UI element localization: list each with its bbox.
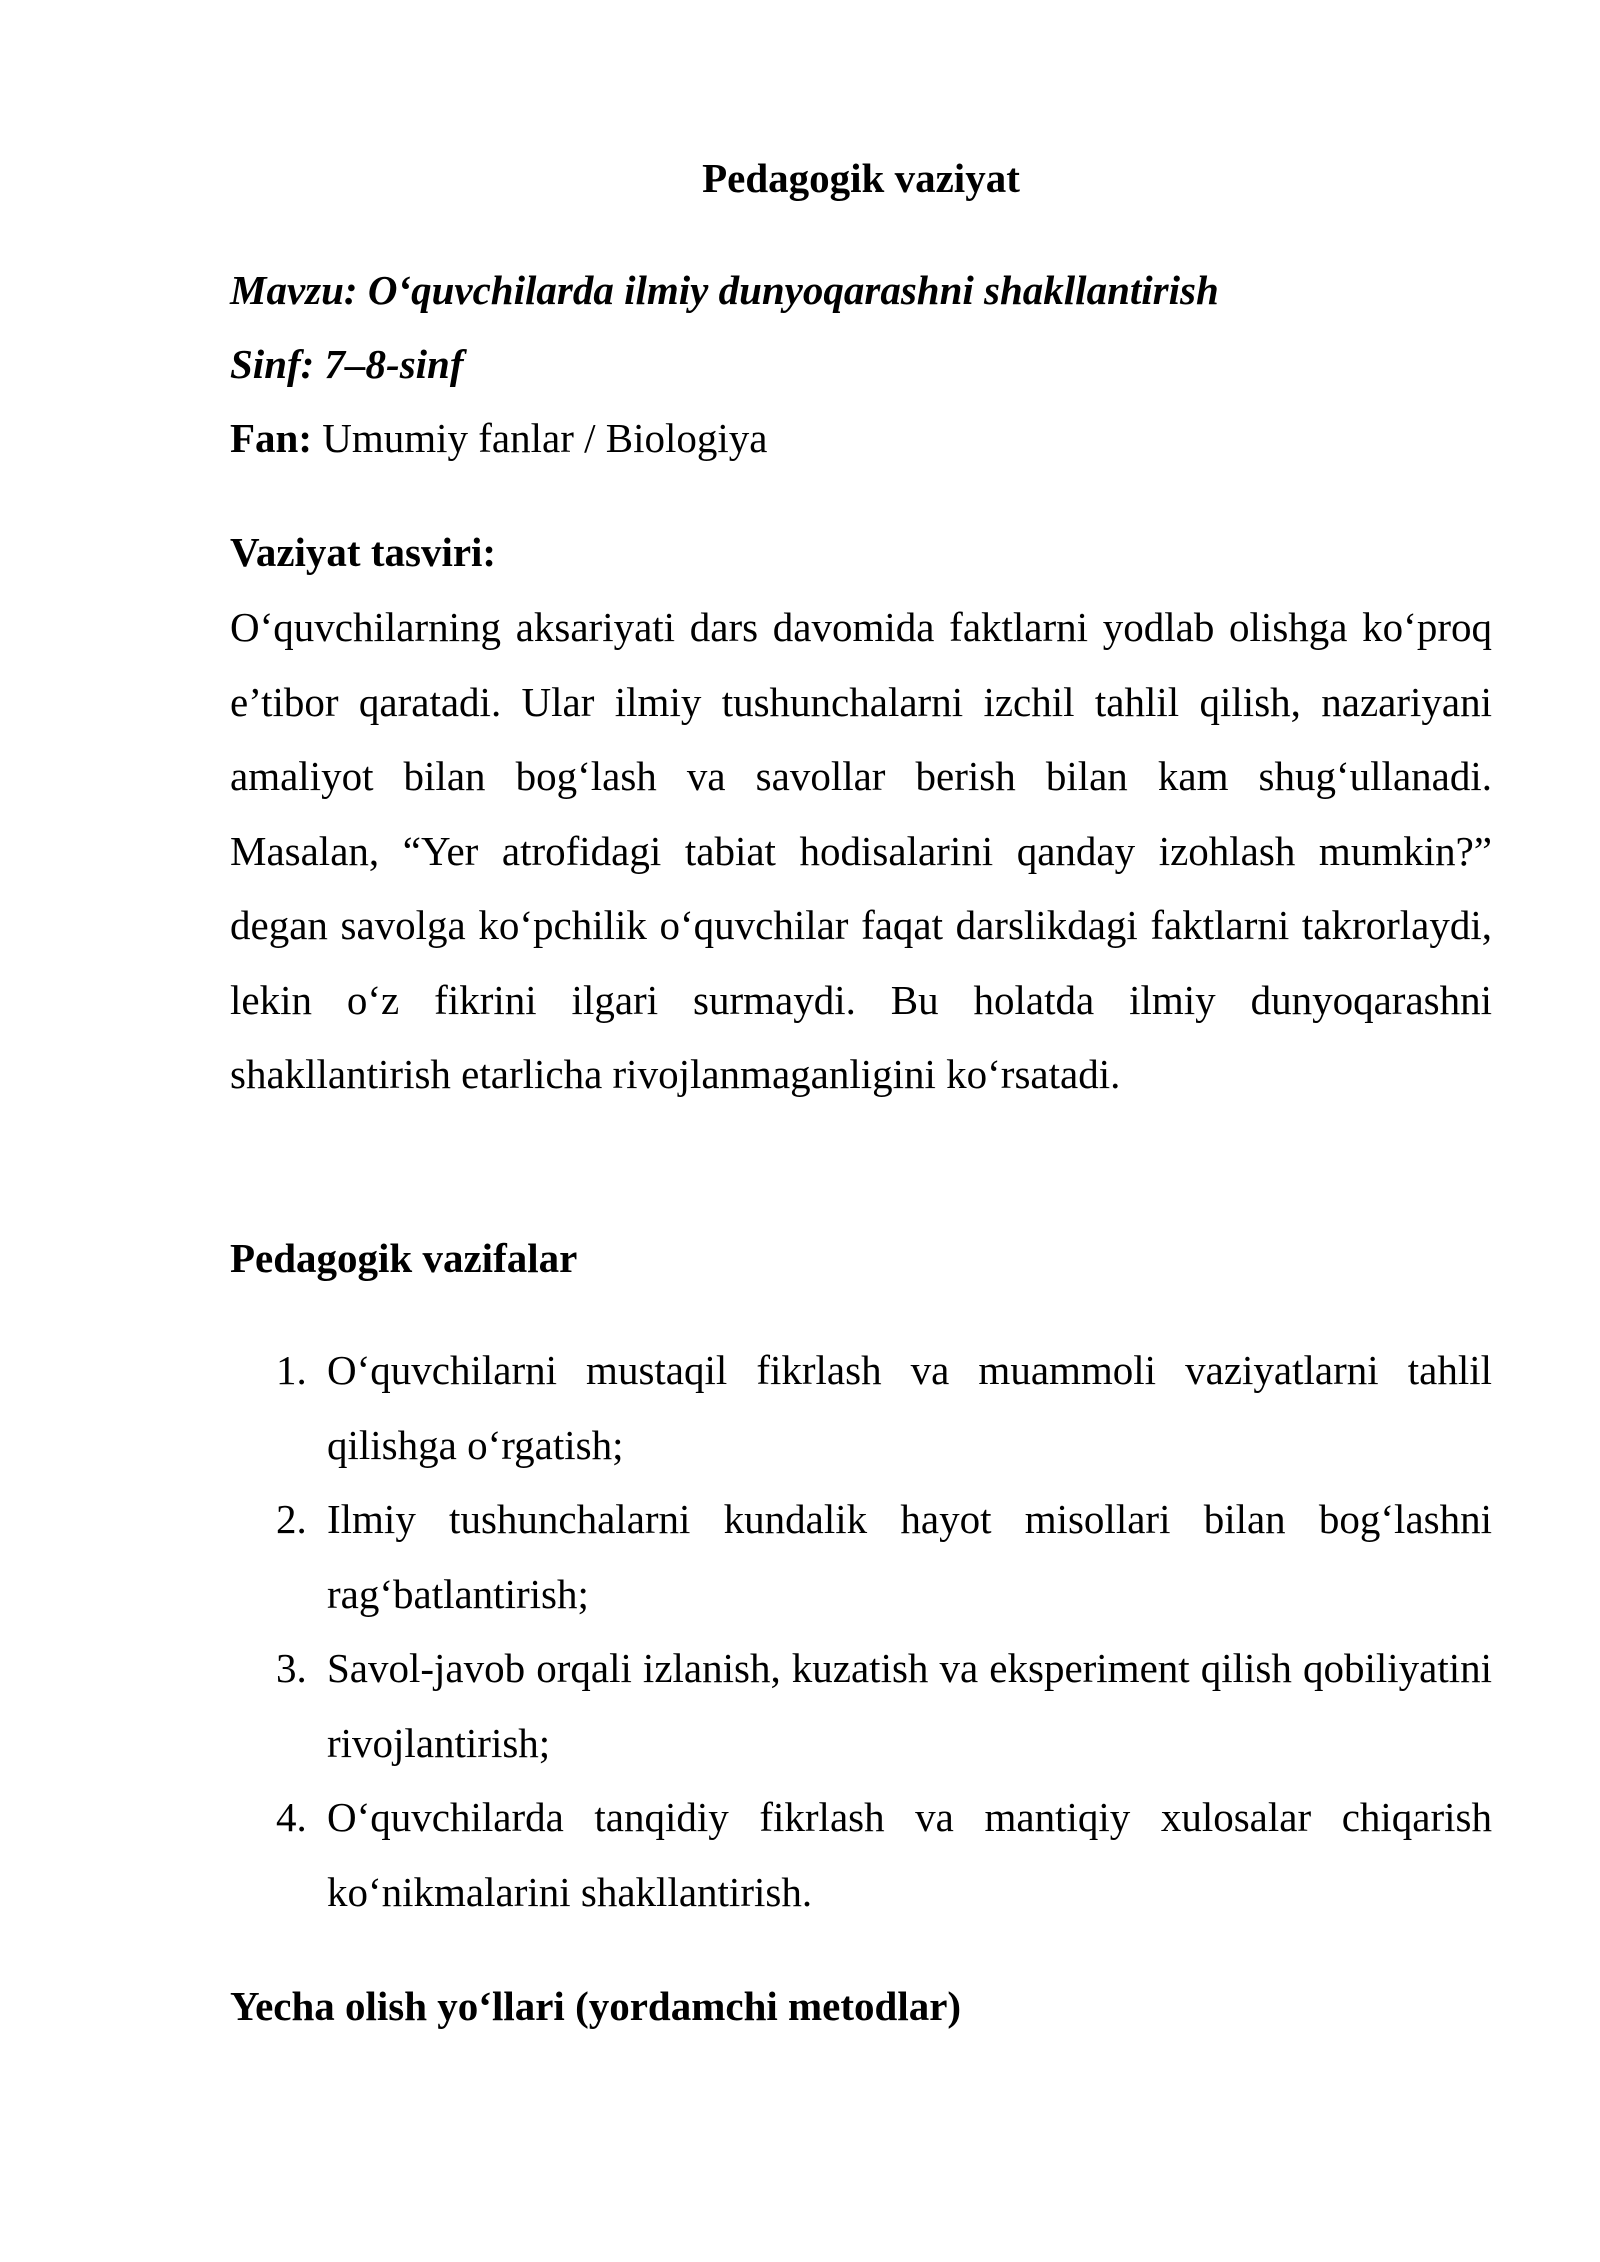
list-item-text: O‘quvchilarni mustaqil fikrlash va muammoli vaziyatlarni tahlil qilishga o‘rgatish; (327, 1347, 1492, 1468)
situation-heading: Vaziyat tasviri: (230, 529, 497, 575)
list-item (230, 1780, 1492, 1929)
list-item (230, 1482, 1492, 1631)
list-item-number: 3. (276, 1645, 307, 1691)
list-item-number: 4. (276, 1794, 307, 1840)
meta-topic: Mavzu: O‘quvchilarda ilmiy dunyoqarashni shakllantirish (230, 267, 1219, 313)
solutions-heading: Yecha olish yo‘llari (yordamchi metodlar) (230, 1983, 962, 2029)
document-title: Pedagogik vaziyat (702, 155, 1020, 201)
list-item (230, 1333, 1492, 1482)
meta-subject (230, 410, 767, 466)
meta-grade: Sinf: 7–8-sinf (230, 341, 464, 387)
list-item-text: Savol-javob orqali izlanish, kuzatish va eksperiment qilish qobiliyatini rivojlantirish; (327, 1645, 1492, 1766)
tasks-heading: Pedagogik vazifalar (230, 1235, 578, 1281)
meta-subject-label: Fan: (230, 415, 312, 461)
meta-subject-value: Umumiy fanlar / Biologiya (312, 415, 768, 461)
list-item-number: 2. (276, 1496, 307, 1542)
situation-paragraph: O‘quvchilarning aksariyati dars davomida faktlarni yodlab olishga ko‘proq e’tibor qaratadi. Ular ilmiy tushunchalarni izchil tahlil qilish, nazariyani amaliyot bilan bog‘lash va savollar berish bilan kam shug‘ullanadi. Masalan, “Yer atrofidagi tabiat hodisalarini qanday izohlash mumkin?” degan savolga ko‘pchilik o‘quvchilar faqat darslikdagi faktlarni takrorlaydi, lekin o‘z fikrini ilgari surmaydi. Bu holatda ilmiy dunyoqarashni shakllantirish etarlicha rivojlanmaganligini ko‘rsatadi. (230, 604, 1492, 1097)
list-item-text: Ilmiy tushunchalarni kundalik hayot misollari bilan bog‘lashni rag‘batlantirish; (327, 1496, 1492, 1617)
list-item-text: O‘quvchilarda tanqidiy fikrlash va mantiqiy xulosalar chiqarish ko‘nikmalarini shakllantirish. (327, 1794, 1492, 1915)
list-item-number: 1. (276, 1347, 307, 1393)
tasks-list (230, 1333, 1492, 1929)
list-item (230, 1631, 1492, 1780)
